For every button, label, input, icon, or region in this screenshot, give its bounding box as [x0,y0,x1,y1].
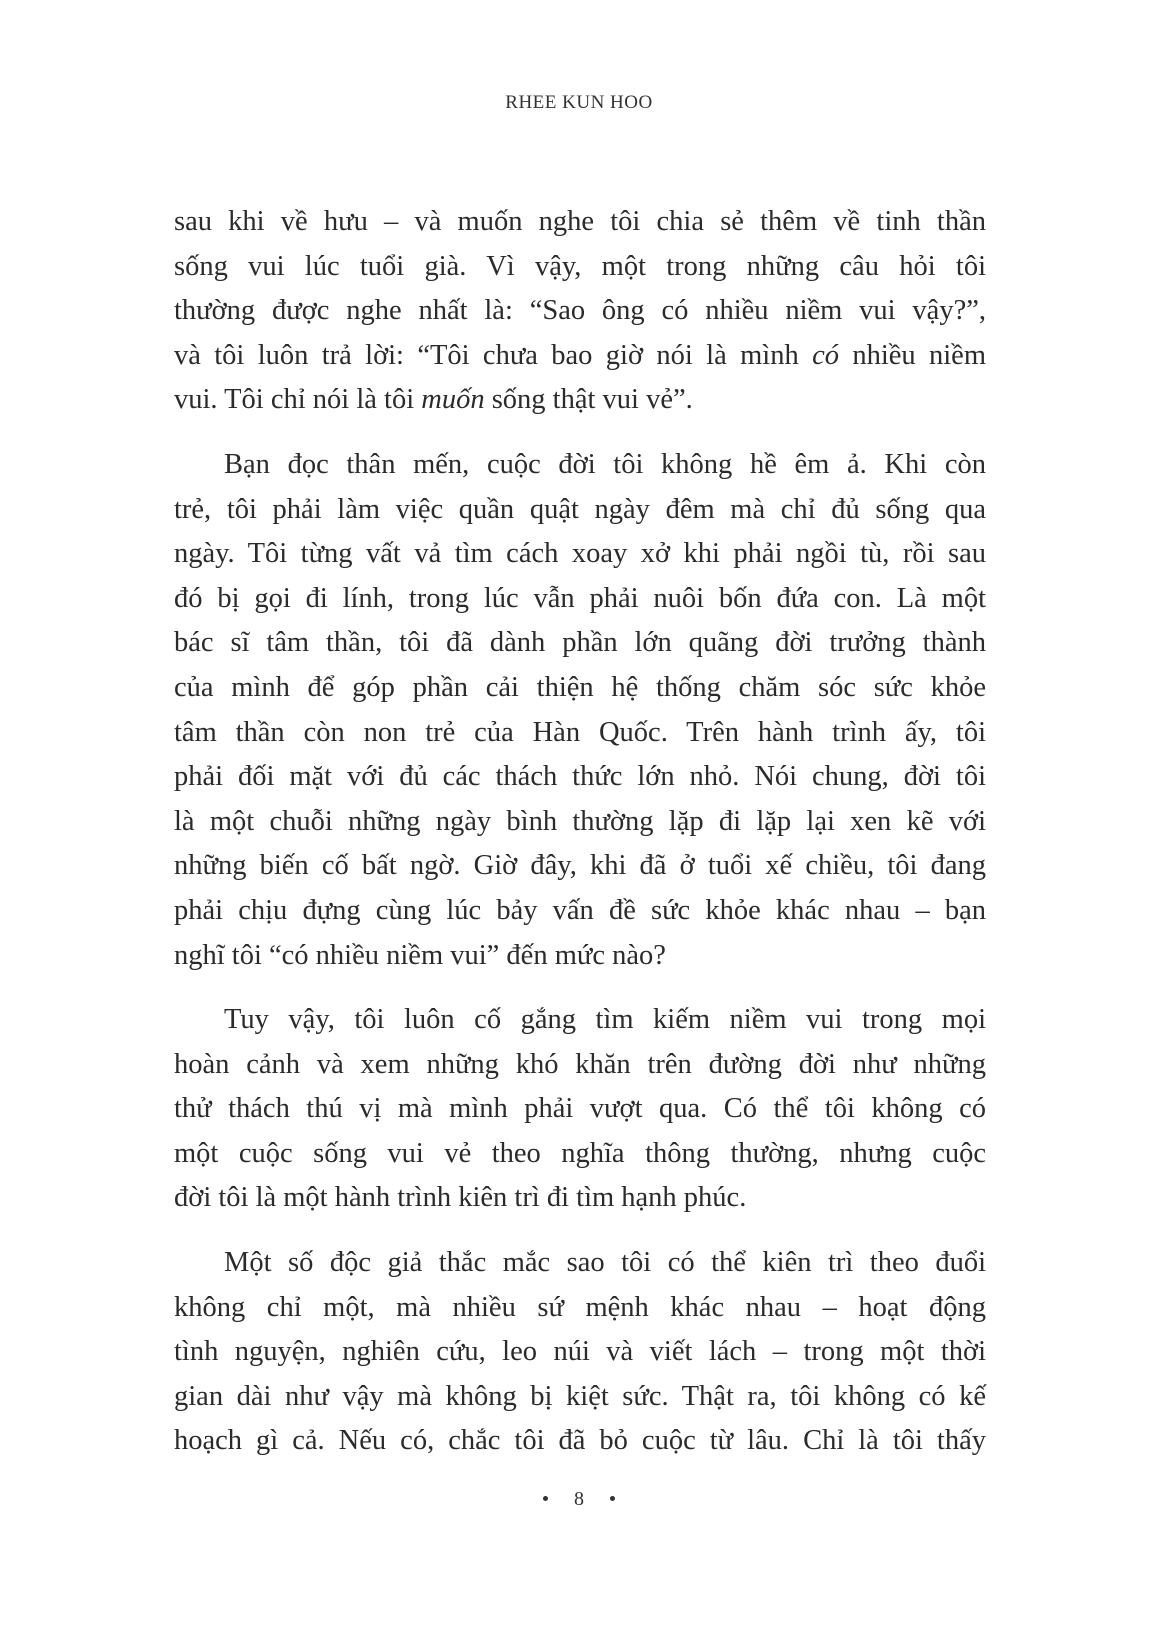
body-text [174,200,986,1464]
body-line: nghĩ tôi “có nhiều niềm vui” đến mức nào? [174,939,666,971]
text-run: và tôi luôn trả lời: “Tôi chưa bao giờ nói là mình [174,339,813,371]
bullet-dot-icon [610,1496,615,1501]
body-line: trẻ, tôi phải làm việc quần quật ngày đêm mà chỉ đủ sống qua [174,493,986,525]
body-line: là một chuỗi những ngày bình thường lặp đi lặp lại xen kẽ với [174,805,986,837]
body-line: ngày. Tôi từng vất vả tìm cách xoay xở khi phải ngồi tù, rồi sau [174,538,986,570]
text-run: sống thật vui vẻ”. [484,384,693,416]
body-line: Tuy vậy, tôi luôn cố gắng tìm kiếm niềm vui trong mọi [224,1004,986,1036]
body-line: không chỉ một, mà nhiều sứ mệnh khác nhau – hoạt động [174,1291,986,1323]
body-line: đời tôi là một hành trình kiên trì đi tìm hạnh phúc. [174,1182,747,1214]
body-line: gian dài như vậy mà không bị kiệt sức. Thật ra, tôi không có kế [174,1380,986,1412]
body-line: tình nguyện, nghiên cứu, leo núi và viết lách – trong một thời [174,1336,986,1368]
paragraph-gap [174,423,986,443]
body-line: sống vui lúc tuổi già. Vì vậy, một trong những câu hỏi tôi [174,250,986,282]
body-line: thường được nghe nhất là: “Sao ông có nhiều niềm vui vậy?”, [174,295,986,327]
paragraph-gap [174,1221,986,1241]
page-number: 8 [574,1488,584,1510]
paragraph-gap [174,978,986,998]
page-footer [0,1488,1158,1511]
body-line: sau khi về hưu – và muốn nghe tôi chia sẻ thêm về tinh thần [174,206,986,237]
body-line: những biến cố bất ngờ. Giờ đây, khi đã ở tuổi xế chiều, tôi đang [174,850,986,882]
body-line: tâm thần còn non trẻ của Hàn Quốc. Trên hành trình ấy, tôi [174,716,986,748]
bullet-dot-icon [543,1496,548,1501]
body-line [174,378,986,423]
body-line: thử thách thú vị mà mình phải vượt qua. Có thể tôi không có [174,1093,986,1125]
running-head: RHEE KUN HOO [505,92,653,113]
body-line: của mình để góp phần cải thiện hệ thống chăm sóc sức khỏe [174,671,986,703]
body-line: một cuộc sống vui vẻ theo nghĩa thông thường, nhưng cuộc [174,1137,986,1169]
text-run: vui. Tôi chỉ nói là tôi [174,384,422,416]
body-line [174,334,986,379]
body-line: hoàn cảnh và xem những khó khăn trên đường đời như những [174,1048,986,1080]
body-line: bác sĩ tâm thần, tôi đã dành phần lớn quãng đời trưởng thành [174,627,986,659]
italic-emphasis: có [812,339,839,371]
body-line: phải đối mặt với đủ các thách thức lớn nhỏ. Nói chung, đời tôi [174,761,986,793]
text-run: nhiều niềm [838,339,986,371]
italic-emphasis: muốn [421,384,485,416]
body-line: hoạch gì cả. Nếu có, chắc tôi đã bỏ cuộc từ lâu. Chỉ là tôi thấy [174,1425,986,1457]
body-line: Bạn đọc thân mến, cuộc đời tôi không hề êm ả. Khi còn [224,448,986,480]
body-line: đó bị gọi đi lính, trong lúc vẫn phải nuôi bốn đứa con. Là một [174,582,986,614]
body-line: Một số độc giả thắc mắc sao tôi có thể kiên trì theo đuổi [224,1247,986,1279]
body-line: phải chịu đựng cùng lúc bảy vấn đề sức khỏe khác nhau – bạn [174,894,986,926]
